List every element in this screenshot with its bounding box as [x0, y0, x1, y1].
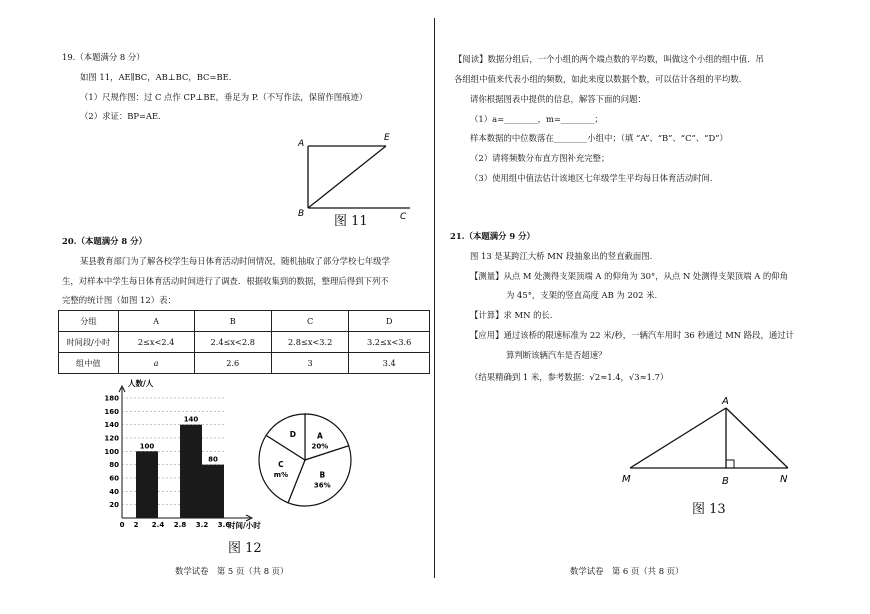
x-tick-label: 2 — [133, 521, 139, 529]
y-tick-label: 20 — [109, 501, 119, 510]
bar-data-label: 140 — [183, 415, 199, 424]
table-cell: 分组 — [59, 311, 119, 332]
table-cell: 2.6 — [194, 353, 271, 374]
q21-calc: 【计算】求 MN 的长. — [470, 310, 553, 320]
pie-slice-label: B — [319, 470, 326, 480]
page-divider — [434, 18, 435, 578]
y-tick-label: 160 — [104, 407, 119, 416]
fig11-label-a: A — [298, 139, 305, 149]
q20-line1: 某县教育部门为了解各校学生每日体育活动时间情况，随机抽取了部分学校七年级学 — [80, 256, 390, 266]
table-cell: 时间段/小时 — [59, 332, 119, 353]
y-tick-label: 140 — [104, 421, 119, 430]
x-tick-label: 3.6 — [217, 521, 231, 529]
q20-part2: （2）请将频数分布直方图补充完整； — [470, 153, 610, 163]
y-tick-label: 60 — [109, 474, 119, 483]
q21-line1: 图 13 是某跨江大桥 MN 段抽象出的竖直截面图. — [470, 251, 653, 261]
y-tick-label: 40 — [109, 487, 119, 496]
histogram-bar — [180, 425, 202, 518]
left-footer: 数学试卷 第 5 页（共 8 页） — [175, 566, 289, 576]
y-axis-label: 人数/人 — [128, 379, 154, 388]
table-cell: 3.2≤x<3.6 — [349, 332, 430, 353]
q20-part1b: 样本数据的中位数落在________小组中；（填 “A”、“B”、“C”、“D”） — [470, 133, 728, 143]
pie-slice-label: A — [316, 431, 323, 441]
pie-slice-label: C — [278, 459, 284, 469]
bar-data-label: 100 — [139, 442, 155, 451]
fig13-label-n: N — [780, 474, 788, 485]
q20-header: 20.（本题满分 8 分） — [62, 236, 147, 246]
read-line2: 各组组中值来代表小组的频数，如此来度以数据个数，可以估计各组的平均数． — [454, 74, 748, 84]
y-tick-label: 180 — [104, 394, 119, 403]
table-header-row — [59, 311, 430, 332]
q19-line2: （1）尺规作图：过 C 点作 CP⊥BE，垂足为 P.（不写作法，保留作图痕迹） — [80, 92, 368, 102]
pie-value-label: m% — [273, 470, 289, 479]
q20-part3: （3）使用组中值法估计该地区七年级学生平均每日体育活动时间. — [470, 173, 713, 183]
table-cell: A — [118, 311, 194, 332]
q21-measure1: 【测量】从点 M 处测得支架顶端 A 的仰角为 30°，从点 N 处测得支架顶端 A 的仰角 — [470, 271, 789, 281]
q21-apply1: 【应用】通过该桥的限速标准为 22 米/秒，一辆汽车用时 36 秒通过 MN 路段，通过计 — [470, 330, 795, 340]
table-cell: 3.4 — [349, 353, 430, 374]
y-tick-label: 120 — [104, 434, 119, 443]
q19-line1: 如图 11，AE∥BC，AB⊥BC，BC=BE. — [80, 72, 232, 82]
table-cell: D — [349, 311, 430, 332]
q20-intro: 请你根据图表中提供的信息，解答下面的问题： — [470, 94, 646, 104]
table-row — [59, 332, 430, 353]
y-tick-label: 100 — [104, 447, 119, 456]
histogram-bar — [202, 465, 224, 518]
right-page — [440, 0, 870, 614]
table-row — [59, 353, 430, 374]
q20-line2: 生，对样本中学生每日体育活动时间进行了调查．根据收集到的数据，整理后得到下列不 — [62, 276, 389, 286]
q21-measure2: 为 45°，支架的竖直高度 AB 为 202 米. — [506, 290, 658, 300]
histogram-bar — [136, 451, 158, 518]
pie-value-label: 20% — [311, 442, 329, 451]
y-tick-label: 80 — [109, 461, 119, 470]
x-tick-label: 3.2 — [195, 521, 209, 529]
figure-11 — [290, 128, 420, 223]
figure-13 — [620, 392, 800, 492]
x-tick-label: 0 — [119, 521, 125, 529]
pie-slice-label: D — [289, 429, 296, 439]
right-footer: 数学试卷 第 6 页（共 8 页） — [570, 566, 684, 576]
q20-line3: 完整的统计图（如图 12）表： — [62, 295, 176, 305]
bar-data-label: 80 — [208, 455, 218, 464]
table-cell: a — [118, 353, 194, 374]
q19-line3: （2）求证：BP=AE. — [80, 111, 161, 121]
q21-note: （结果精确到 1 米，参考数据：√2≈1.4，√3≈1.7） — [470, 372, 669, 382]
x-axis-label: 时间/小时 — [228, 521, 261, 530]
table-cell: C — [271, 311, 348, 332]
q21-header: 21.（本题满分 9 分） — [450, 231, 535, 241]
left-page — [0, 0, 430, 614]
fig13-label-a: A — [722, 396, 729, 407]
fig13-caption: 图 13 — [692, 502, 726, 517]
fig11-label-c: C — [400, 212, 407, 222]
x-tick-label: 2.8 — [173, 521, 187, 529]
fig13-label-b: B — [722, 476, 729, 487]
table-cell: 2.4≤x<2.8 — [194, 332, 271, 353]
table-cell: B — [194, 311, 271, 332]
fig11-label-b: B — [298, 209, 305, 219]
q19-header: 19.（本题满分 8 分） — [62, 52, 145, 62]
fig11-label-e: E — [384, 133, 390, 143]
fig11-caption: 图 11 — [334, 214, 368, 229]
pie-value-label: 36% — [313, 481, 331, 490]
table-cell: 3 — [271, 353, 348, 374]
group-table — [58, 310, 430, 374]
histogram-chart — [100, 378, 270, 530]
x-tick-label: 2.4 — [151, 521, 165, 529]
table-cell: 组中值 — [59, 353, 119, 374]
pie-chart — [255, 410, 355, 510]
table-cell: 2≤x<2.4 — [118, 332, 194, 353]
read-line1: 【阅读】数据分组后，一个小组的两个端点数的平均数，叫做这个小组的组中值．吊 — [454, 54, 764, 64]
table-cell: 2.8≤x<3.2 — [271, 332, 348, 353]
fig12-caption: 图 12 — [228, 541, 262, 556]
fig13-label-m: M — [622, 474, 631, 485]
q21-apply2: 算判断该辆汽车是否超速？ — [506, 350, 607, 360]
q20-part1: （1）a=________，m=________； — [470, 114, 603, 124]
